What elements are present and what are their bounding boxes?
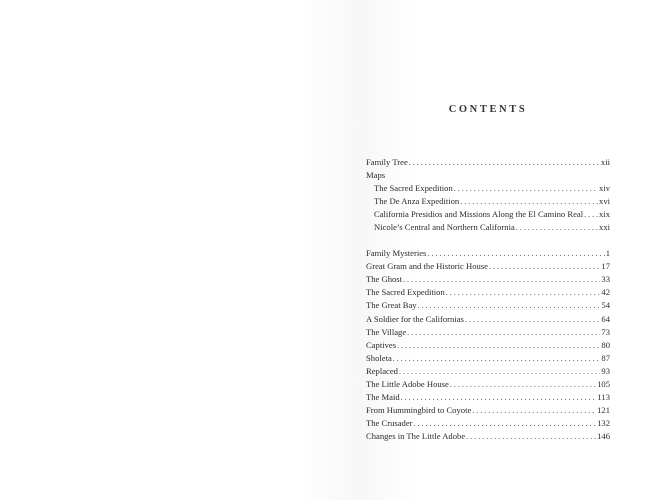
toc-entry-page: 73 — [601, 326, 610, 337]
dot-leader — [489, 260, 600, 273]
dot-leader — [446, 286, 601, 299]
toc-entry-title: The Ghost — [366, 274, 403, 285]
toc-entry-page: 42 — [601, 287, 610, 298]
toc-entry-page: 121 — [597, 404, 610, 415]
toc-entry-page: xix — [599, 209, 610, 220]
toc-entry-page: 105 — [597, 378, 610, 389]
toc-entry-title: The Sacred Expedition — [366, 287, 445, 298]
dot-leader — [454, 182, 598, 195]
dot-leader — [584, 208, 598, 221]
toc-entry-page: 64 — [601, 313, 610, 324]
dot-leader — [397, 339, 600, 352]
toc-entry-page: 87 — [601, 352, 610, 363]
dot-leader — [466, 430, 596, 443]
toc-entry[interactable] — [366, 208, 610, 221]
dot-leader — [393, 352, 601, 365]
dot-leader — [418, 299, 601, 312]
toc-entry-title: The Village — [366, 326, 407, 337]
toc-entry[interactable] — [366, 326, 610, 339]
dot-leader — [427, 247, 604, 260]
toc-entry-title: The De Anza Expedition — [374, 196, 460, 207]
dot-leader — [414, 417, 597, 430]
toc-maps-list — [366, 182, 610, 234]
toc-maps-label: Maps — [366, 170, 386, 181]
toc-entry-title: The Sacred Expedition — [374, 183, 453, 194]
toc-entry-title: Family Mysteries — [366, 248, 427, 259]
toc-entry-page: 93 — [601, 365, 610, 376]
toc-entry-page: 54 — [601, 300, 610, 311]
toc-entry-title: The Crusader — [366, 417, 413, 428]
toc-entry-title: Changes in The Little Adobe — [366, 430, 466, 441]
toc-entry-page: 80 — [601, 339, 610, 350]
toc-entry-page: xvi — [599, 196, 610, 207]
toc-entry-page: xxi — [599, 222, 610, 233]
dot-leader — [403, 273, 600, 286]
dot-leader — [399, 365, 600, 378]
toc-entry-page: xiv — [599, 183, 610, 194]
toc-entry[interactable] — [366, 430, 610, 443]
toc-entry[interactable] — [366, 286, 610, 299]
toc-entry[interactable] — [366, 339, 610, 352]
dot-leader — [472, 404, 596, 417]
toc-entry-title: The Little Adobe House — [366, 378, 449, 389]
toc-entry[interactable] — [366, 260, 610, 273]
toc-entry[interactable] — [366, 391, 610, 404]
toc-entry[interactable] — [366, 378, 610, 391]
toc-entry[interactable] — [366, 404, 610, 417]
dot-leader — [460, 195, 598, 208]
toc-entry-page: 17 — [601, 261, 610, 272]
toc-entry[interactable] — [366, 195, 610, 208]
toc-entry[interactable] — [366, 352, 610, 365]
toc-entry-title: Great Gram and the Historic House — [366, 261, 488, 272]
toc-entry-title: A Soldier for the Californias — [366, 313, 464, 324]
toc-entry[interactable] — [366, 221, 610, 234]
toc-entry-title: Replaced — [366, 365, 398, 376]
toc-entry-title: California Presidios and Missions Along the El Camino Real — [374, 209, 584, 220]
toc-entry-title: Captives — [366, 339, 397, 350]
toc-entry-page: 132 — [597, 417, 610, 428]
dot-leader — [407, 326, 600, 339]
toc-entry-title: Family Tree — [366, 157, 408, 167]
dot-leader — [465, 313, 601, 326]
contents-heading: CONTENTS — [448, 104, 528, 115]
toc-entry[interactable] — [366, 313, 610, 326]
toc-entry-title: Sholeta — [366, 352, 392, 363]
toc-entry[interactable] — [366, 247, 610, 260]
toc-entry[interactable] — [366, 417, 610, 430]
toc-entry-title: The Great Bay — [366, 300, 417, 311]
toc-entry-title: Nicole’s Central and Northern California — [374, 222, 515, 233]
toc-entry-page: 146 — [597, 430, 610, 441]
toc-entry[interactable] — [366, 273, 610, 286]
toc-entry-family-tree[interactable] — [366, 156, 610, 169]
toc-entry-title: The Maid — [366, 391, 400, 402]
toc-entry-page: 1 — [605, 248, 610, 259]
toc-entry[interactable] — [366, 365, 610, 378]
toc-entry-page: 113 — [597, 391, 610, 402]
toc-entry[interactable] — [366, 182, 610, 195]
dot-leader — [401, 391, 597, 404]
toc-entry-page: 33 — [601, 274, 610, 285]
dot-leader — [516, 221, 598, 234]
toc-entry-title: From Hummingbird to Coyote — [366, 404, 472, 415]
toc-chapters-list — [366, 247, 610, 443]
toc-entry-page: xii — [600, 157, 610, 167]
dot-leader — [409, 156, 600, 169]
toc-maps-label-row — [366, 169, 610, 182]
toc-entry[interactable] — [366, 299, 610, 312]
table-of-contents — [366, 156, 610, 443]
dot-leader — [450, 378, 596, 391]
